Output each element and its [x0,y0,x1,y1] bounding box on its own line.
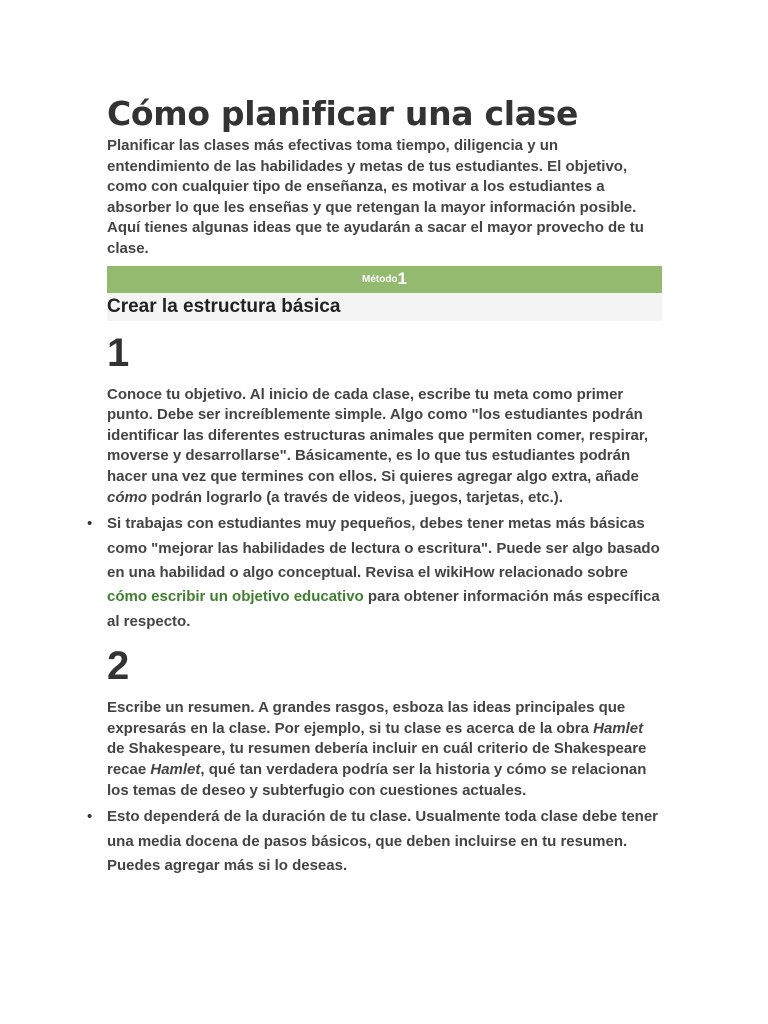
step-2-bullet: Esto dependerá de la duración de tu clase. Usualmente toda clase debe tener una media docena de pasos básicos, que deben incluirse en tu resumen. Puedes agregar más si lo deseas. [107,808,659,874]
bullet-icon: • [87,808,93,826]
step-1-emphasis: cómo [107,488,148,506]
bullet-icon: • [87,515,93,533]
step-number-2: 2 [107,644,130,689]
step-1-bullet: Si trabajas con estudiantes muy pequeños, debes tener metas más básicas como "mejorar las habilidades de lectura o escritura". Puede ser algo basado en una habilidad o algo conceptual. Revisa el wikiHow relacionado sobre cómo escribir un objetivo educativo para obtener información más específica al respecto. [107,515,660,630]
objective-link[interactable]: cómo escribir un objetivo educativo [107,588,364,606]
step-1-text: Conoce tu objetivo. Al inicio de cada clase, escribe tu meta como primer punto. Debe ser increíblemente simple. Algo como "los estudiantes podrán identificar las diferentes estructuras animales que permiten comer, respirar, moverse y desarrollarse". Básicamente, es lo que tus estudiantes podrán hacer una vez que termines con ellos. Si quieres agregar algo extra, añade cómo podrán lograrlo (a través de videos, juegos, tarjetas, etc.). [107,385,649,506]
article [87,88,662,878]
page-title: Cómo planificar una clase [107,94,579,133]
list-item [87,512,662,634]
method-label: Método [361,273,398,285]
hamlet-emphasis-1: Hamlet [593,719,644,737]
list-item [87,805,662,878]
step-number-1: 1 [107,330,130,375]
section-title: Crear la estructura básica [107,293,662,321]
intro-paragraph: Planificar las clases más efectivas toma tiempo, diligencia y un entendimiento de las habilidades y metas de tus estudiantes. El objetivo, como con cualquier tipo de enseñanza, es motivar a los estudiantes a absorber lo que les enseñas y que retengan la mayor información posible. Aquí tienes algunas ideas que te ayudarán a sacar el mayor provecho de tu clase. [107,137,644,257]
step-2-text: Escribe un resumen. A grandes rasgos, esboza las ideas principales que expresarás en la clase. Por ejemplo, si tu clase es acerca de la obra Hamlet de Shakespeare, tu resumen debería incluir en cuál criterio de Shakespeare recae Hamlet, qué tan verdadera podría ser la historia y cómo se relacionan los temas de deseo y subterfugio con cuestiones actuales. [107,699,647,799]
method-number: 1 [397,269,407,289]
method-header [107,266,662,293]
hamlet-emphasis-2: Hamlet [150,760,201,778]
